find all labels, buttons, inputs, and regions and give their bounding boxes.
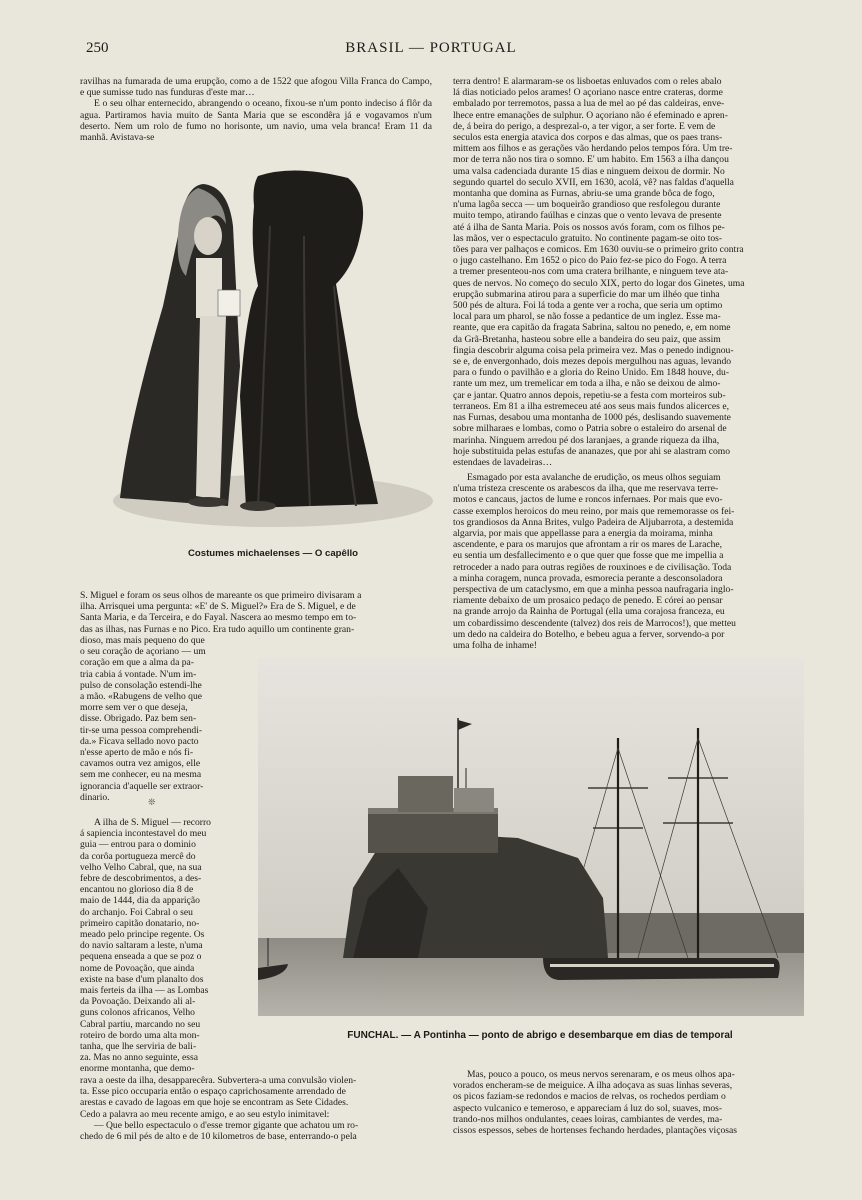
text-line: a tremer presenteou-nos com uma cratera brilhante, e ninguem teve ata- xyxy=(453,266,729,278)
text-line: nome de Povoação, que ainda xyxy=(80,962,195,974)
pontinha-fort-and-ships-illustration xyxy=(258,658,804,1016)
text-line: 500 pés de altura. Foi lá toda a gente ver a rocha, que seria um optimo xyxy=(453,300,723,312)
text-line: terra dentro! E alarmaram-se os lisboetas enluvados com o reles abalo xyxy=(453,76,722,87)
left-bottom-text xyxy=(80,1075,432,1142)
text-line: terraneos. Em 81 a ilha estremeceu até aos seus mais fundos alicerces e, xyxy=(453,400,729,412)
paragraph: E o seu olhar enternecido, abrangendo o oceano, fixou-se n'um ponto indeciso á flôr da agua. Partiramos havia muito de Santa Maria que se escondêra já e vogavamos n'um deserto. Nem um rolo de fumo no horisonte, um navio, uma vela branca! Eram 11 da manhã. Avistava-se xyxy=(80,98,432,144)
text-line: na grande arrojo da Rainha de Portugal (ella uma corajosa franceza, eu xyxy=(453,606,725,618)
left-middle-text-wide xyxy=(80,590,432,635)
text-line: Mas, pouco a pouco, os meus nervos serenaram, e os meus olhos apa- xyxy=(467,1069,735,1080)
text-line: casse exemplos heroicos do meu reino, por mais que rememorasse os fei- xyxy=(453,505,735,517)
text-line: do navio saltaram a leste, n'uma xyxy=(80,940,203,952)
left-narrow-text xyxy=(80,817,256,1075)
text-line: ta. Esse pico occuparia então o espaço caprichosamente arrendado de xyxy=(80,1086,346,1098)
text-line: se e, de envergonhado, dois mezes depois mergulhou nas aguas, levando xyxy=(453,356,732,368)
text-line: n'uma tristeza crescente os arabescos da ilha, que me reservava terre- xyxy=(453,483,719,495)
text-line: reante, que era capitão da fragata Sabrina, saltou no penedo, e, em nome xyxy=(453,322,731,334)
text-line: arestas e cavado de lagoas em que hoje se encontram as Sete Cidades. xyxy=(80,1097,349,1109)
text-line: las mãos, ver o espectaculo gratuito. No continente pagam-se oito tos- xyxy=(453,232,723,244)
section-ornament: ❊ xyxy=(148,797,156,807)
text-line: motos e cancaus, jactos de lume e roncos infernaes. Por mais que evo- xyxy=(453,494,723,506)
text-line: A ilha de S. Miguel — recorro xyxy=(94,817,211,828)
text-line: Santa Maria, e da Terceira, e do Fayal. Nascera ao mesmo tempo em to- xyxy=(80,612,357,624)
page-header-title: BRASIL — PORTUGAL xyxy=(345,40,517,56)
text-line: lá dias noticiado pelos arames! O açoriano nasce entre crateras, dorme xyxy=(453,87,723,99)
text-line: dioso, mas mais pequeno do que xyxy=(80,635,205,646)
right-middle-text xyxy=(453,472,805,651)
page-number: 250 xyxy=(86,40,109,56)
left-middle-text-narrow xyxy=(80,635,256,803)
text-line: muito tempo, atirando faúlhas e cinzas que o vento levava de presente xyxy=(453,210,722,222)
text-line: Esmagado por esta avalanche de erudição, os meus olhos seguiam xyxy=(467,472,721,483)
text-line: da Povoação. Deixando ali al- xyxy=(80,996,196,1008)
text-line: um cobardissimo descendente (talvez) dos reis de Marrocos!), que metteu xyxy=(453,617,736,629)
text-line: da Grã-Bretanha, hasteou sobre elle a bandeira do seu paiz, que assim xyxy=(453,333,721,345)
text-line: rava a oeste da ilha, desapparecêra. Subvertera-a uma convulsão violen- xyxy=(80,1075,357,1086)
text-line: o seu coração de açoriano — um xyxy=(80,646,206,658)
text-line: perspectiva de um cataclysmo, em que a minha pessoa naufragaria inglo- xyxy=(453,584,734,596)
text-line: roteiro de bordo uma alta mon- xyxy=(80,1029,200,1041)
text-line: trando-nos milhos ondulantes, ceaes loiras, cambiantes de verdes, ma- xyxy=(453,1113,723,1125)
text-line: até á ilha de Santa Maria. Pois os nossos avós foram, com os filhos pe- xyxy=(453,221,725,233)
text-line: vorados encheram-se de meiguice. A ilha adoçava as suas linhas severas, xyxy=(453,1080,733,1092)
text-line: das as ilhas, nas Furnas e no Pico. Era tudo aquillo um continente gran- xyxy=(80,623,355,635)
text-line: algarvia, por mais que appellasse para a energia da moirama, minha xyxy=(453,528,713,540)
text-line: sem me conhecer, eu na mesma xyxy=(80,769,202,781)
funchal-harbour-photo xyxy=(258,658,804,1016)
text-line: para o fundo o pavilhão e a gloria do Reino Unido. Em 1848 houve, du- xyxy=(453,367,730,379)
text-line: da.» Ficava sellado novo pacto xyxy=(80,735,199,747)
text-line: fingia descobrir alguma coisa pela primeira vez. Mas o penedo indignou- xyxy=(453,344,734,356)
text-line: nas Furnas, desabou uma montanha de 1000 pés, deslisando suavemente xyxy=(453,412,731,424)
text-line: maio de 1444, dia da apparição xyxy=(80,895,200,907)
text-line: febre de descobrimentos, a des- xyxy=(80,873,202,885)
text-line: çar e jantar. Quatro annos depois, repetiu-se a festa com morteiros sub- xyxy=(453,389,726,401)
text-line: cavamos outra vez amigos, elle xyxy=(80,758,201,770)
text-line: disse. Obrigado. Paz bem sen- xyxy=(80,713,197,725)
text-line: do archanjo. Foi Cabral o seu xyxy=(80,906,193,918)
text-line: mor de terra não nos tira o somno. E' um habito. Em 1563 a ilha dançou xyxy=(453,154,729,166)
text-line: za. Mas no anno seguinte, essa xyxy=(80,1052,199,1064)
text-line: ascendente, e para os marujos que afrontam a rir os mares de Larache, xyxy=(453,539,723,551)
text-line: aspecto vulcanico e temeroso, e appareciam á luz do sol, suaves, mos- xyxy=(453,1102,723,1114)
text-line: velho Velho Cabral, que, na sua xyxy=(80,861,202,873)
text-line: tria cabia á vontade. N'um im- xyxy=(80,668,197,680)
text-line: encantou no glorioso dia 8 de xyxy=(80,884,194,896)
text-line: tões para ver palhaços e comicos. Em 1630 ouviu-se o primeiro grito contra xyxy=(453,244,744,256)
text-line: tir-se uma pessoa comprehendi- xyxy=(80,724,203,736)
text-line: ignorancia d'aquelle ser extraor- xyxy=(80,780,204,792)
costumes-photo xyxy=(108,166,438,536)
text-line: coração em que a alma da pa- xyxy=(80,657,194,669)
text-line: S. Miguel e foram os seus olhos de mareante os que primeiro divisaram a xyxy=(80,590,362,601)
text-line: ilha. Arrisquei uma pergunta: «E' de S. Miguel?» Era de S. Miguel, e de xyxy=(80,601,356,613)
text-line: n'esse aperto de mão e nós fi- xyxy=(80,747,194,759)
text-line: primeiro capitão donatario, no- xyxy=(80,917,200,929)
text-line: de, á beira do perigo, a desprezal-o, a ter vigor, a ser forte. E vem de xyxy=(453,120,716,132)
text-line: a minha coragem, nunca provada, esmorecia perante a desconsoladora xyxy=(453,572,723,584)
text-line: tos grandiosos da Anna Brites, vulgo Padeira de Aljubarrota, a destemida xyxy=(453,516,734,528)
text-line: ques de nervos. No começo do seculo XIX, perto do logar dos Ginetes, uma xyxy=(453,277,745,289)
text-line: existe na base d'um planalto dos xyxy=(80,973,204,985)
right-bottom-text xyxy=(453,1069,805,1136)
text-line: o jugo castelhano. Em 1652 o pico do Paio fez-se pico do Fogo. A terra xyxy=(453,255,727,267)
figure-caption-costumes: Costumes michaelenses — O capêllo xyxy=(187,548,359,559)
text-line: meado pelo principe regente. Os xyxy=(80,929,205,941)
text-line: retroceder a nado para outras regiões de rouxinoes e de civilisação. Toda xyxy=(453,561,732,573)
text-line: morre sem ver o que deseja, xyxy=(80,702,188,714)
text-line: a mão. «Rabugens de velho que xyxy=(80,691,203,703)
text-line: seculos esta energia atavica dos corpos e das almas, que os paes trans- xyxy=(453,132,723,144)
text-line: chedo de 6 mil pés de alto e de 10 kilometros de base, enterrando-o pela xyxy=(80,1131,357,1143)
text-line: eu sentia um desfallecimento e o que quer que fosse que me impellia a xyxy=(453,550,724,562)
text-line: embalado por terremotos, passa a lua de mel ao pé das caldeiras, enve- xyxy=(453,98,725,110)
cloaked-women-illustration xyxy=(108,166,438,536)
text-line: guia — entrou para o dominio xyxy=(80,839,196,851)
text-line: estendaes de lavadeiras… xyxy=(453,456,553,468)
text-line: cissos espessos, sebes de hortenses fechando herdades, plantações viçosas xyxy=(453,1125,737,1137)
text-line: local para um pharol, se não fosse a pedantice de um inglez. Esse ma- xyxy=(453,311,721,323)
paragraph: ravilhas na fumarada de uma erupção, como a de 1522 que afogou Villa Franca do Campo, e que sumisse tudo nas funduras d'este mar… xyxy=(80,76,432,99)
text-line: sobre milharaes e lombas, como o Patria sobre o estaleiro do arsenal de xyxy=(453,423,727,435)
text-line: segundo quartel do seculo XVII, em 1630, acolá, vê? nas faldas d'aquella xyxy=(453,176,734,188)
figure-caption-funchal: FUNCHAL. — A Pontinha — ponto de abrigo e desembarque em dias de temporal xyxy=(347,1030,733,1041)
text-line: um dedo na caldeira do Botelho, e bebeu agua a ferver, sorvendo-a por xyxy=(453,628,725,640)
text-line: guns colonos africanos, Velho xyxy=(80,1007,195,1019)
left-top-text xyxy=(80,76,432,143)
text-line: os picos faziam-se redondos e macios de relvas, os rochedos perdiam o xyxy=(453,1091,726,1103)
text-line: uma folha de inhame! xyxy=(453,640,537,652)
text-line: da corôa portugueza mercê do xyxy=(80,850,196,862)
text-line: uma valsa cadenciada durante 15 dias e ninguem deixou de dormir. No xyxy=(453,165,725,177)
text-line: mittem aos filhos e as gerações vão herdando pelos tempos fóra. Um tre- xyxy=(453,143,733,155)
text-line: erupção submarina atirou para a superficie do mar um ilhéo que tinha xyxy=(453,288,720,300)
text-line: tanha, que lhe serviria de bali- xyxy=(80,1041,197,1053)
text-line: — Que bello espectaculo o d'esse tremor gigante que achatou um ro- xyxy=(94,1119,359,1131)
text-line: pequena enseada a que se poz o xyxy=(80,951,202,963)
text-line: n'uma lagôa secca — um boqueirão grandioso que resfolegou durante xyxy=(453,199,721,211)
text-line: Cedo a palavra ao meu recente amigo, e ao seu estylo inimitavel: xyxy=(80,1108,330,1120)
text-line: á sapiencia incontestavel do meu xyxy=(80,828,207,840)
text-line: pulso de consolação estendi-lhe xyxy=(80,679,202,691)
text-line: Cabral partiu, marcando no seu xyxy=(80,1018,201,1030)
text-line: dinario. xyxy=(80,791,110,803)
text-line: mais ferteis da ilha — as Lombas xyxy=(80,985,209,997)
right-top-text xyxy=(453,76,805,468)
text-line: riamente debaixo de um prosaico pedaço de penedo. E córei ao pensar xyxy=(453,595,723,607)
text-line: enorme montanha, que demo- xyxy=(80,1063,195,1075)
text-line: montanha que domina as Furnas, abriu-se uma grande bôca de fogo, xyxy=(453,188,715,200)
text-line: rante um mez, um tremelicar em toda a ilha, e não se deixou de almo- xyxy=(453,378,721,390)
text-line: hoje substituida pelas estufas de ananazes, que por ahi se alastram como xyxy=(453,445,731,457)
text-line: lhece entre emanações de sulphur. O açoriano não é efeminado e apren- xyxy=(453,109,728,121)
text-line: marinha. Ninguem arredou pé dos laranjaes, a grande riqueza da ilha, xyxy=(453,434,720,446)
